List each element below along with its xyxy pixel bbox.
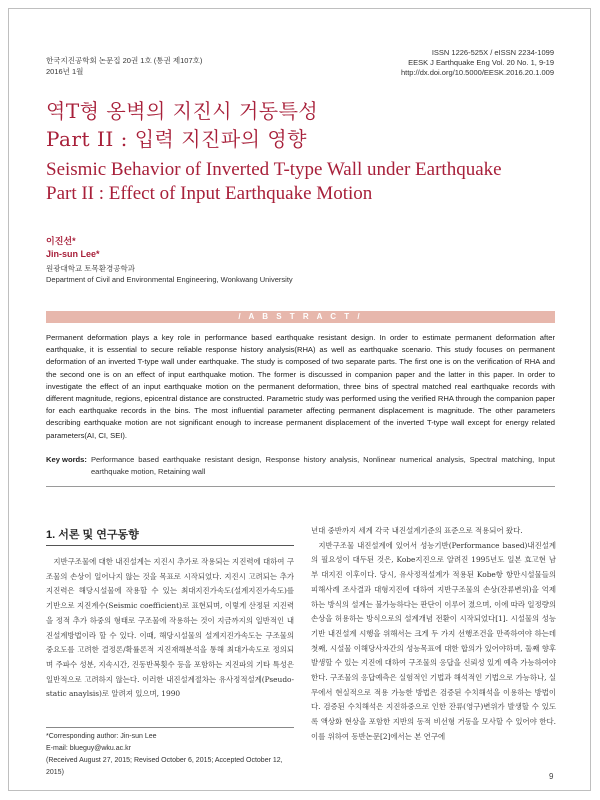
keywords-text: Performance based earthquake resistant design, Response history analysis, Nonlinear numerical analysis, Spectral matching, Input earthquake motion, Retaining wall [90, 455, 555, 476]
author-email[interactable]: E-mail: blueguy@wku.ac.kr [46, 745, 131, 752]
abstract-heading: / A B S T R A C T / [46, 311, 555, 323]
affiliation-en: Department of Civil and Environmental Engineering, Wonkwang University [46, 275, 293, 284]
author-name-en: Jin-sun Lee* [46, 249, 100, 259]
journal-header-right [401, 48, 554, 78]
doi-link[interactable]: http://dx.doi.org/10.5000/EESK.2016.20.1.009 [400, 68, 554, 77]
received-dates: (Received August 27, 2015; Revised October 6, 2015; Accepted October 12, 2015) [46, 757, 283, 776]
footnote-rule [46, 727, 294, 728]
keywords [46, 454, 555, 478]
section-rule [46, 545, 294, 546]
journal-header-left [46, 55, 202, 77]
body-paragraph: 지반구조물 내진설계에 있어서 성능기반(Performance based)내진설계의 필요성이 대두된 것은, Kobe지진으로 알려진 1995년도 일본 효고현 남부 대지진 이후이다. 당시, 유사정적설계가 적용된 Kobe항 항만시설물들의 피해사례 조사결과 대형지진에 대하여 지반구조물의 손상(잔류변위)을 억제하는 방식의 설계는 불가능하다는 판단이 이루어 졌으며, 이에 따라 일정량의 손상을 허용하는 방식으로의 설계개념 전환이 시작되었다[1]. 시설물의 성능기반 내진설계 시행을 위해서는 크게 두 가지 선행조건을 만족하여야 하는데 첫째, 시설물 이해당사자간의 성능목표에 대한 합의가 있어야하며, 둘째 향후 발생할 수 있는 지진에 대하여 구조물의 응답을 신뢰성 있게 예측 가능하여야 한다. 구조물의 응답예측은 실험적인 기법과 해석적인 기법으로 가능하나, 실무에서 현실적으로 적용 가능한 방법은 검증된 수치해석을 이용하는 방법이다. 검증된 수치해석은 지진하중으로 인한 잔류(영구)변위가 발생할 수 있도록 액상화 현상을 포함한 지반의 동적 비선형 거동을 모사할 수 있어야 한다. 이를 위하여 동반논문[2]에서는 본 연구에 [311, 540, 556, 741]
title-en-line2: Part II : Effect of Input Earthquake Motion [46, 183, 373, 204]
body-paragraph: 년대 중반까지 세계 각국 내진설계기준의 표준으로 적용되어 왔다. [311, 526, 523, 535]
abstract-divider [46, 486, 555, 487]
abstract-text: Permanent deformation plays a key role in performance based earthquake resistant design. In order to estimate permanent deformation after earthquake, it is essential to secure reliable response history analysis(RHA) as well as earthquake scenario. This study focuses on permanent deformation of an inverted T-type wall under earthquake. The study is composed of two separate parts. The first one is on the verification of RHA and the second one is on an effect of input earthquake motion. The former is discussed in companion paper and the latter in this paper. In order to investigate the effect of an input earthquake motion on the permanent deformation, three bins of spectral matched real earthquake records with different magnitude, regions, epicentral distance are constructed. Parametric study was performed using the verified RHA through the companion paper for each earthquake records in the bins. The most influential parameter affecting permanent displacement is magnitude. The other parameters describing earthquake motion are not significant enough to increase permanent displacement of the inverted T-type wall except for energy related parameters(AI, CI, SEI). [46, 333, 555, 440]
body-right-column [311, 524, 556, 745]
title-english [46, 158, 566, 206]
title-kr-line2: Part II : 입력 지진파의 영향 [46, 127, 307, 151]
author-name-kr: 이진선* [46, 236, 76, 246]
title-korean [46, 97, 556, 153]
page-number: 9 [549, 772, 554, 781]
title-kr-line1: 역T형 옹벽의 지진시 거동특성 [46, 99, 319, 123]
journal-name-kr: 한국지진공학회 논문집 20권 1호 (통권 제107호) [46, 56, 203, 65]
affiliation [46, 263, 293, 285]
keywords-label: Key words: [46, 455, 87, 464]
footnote [46, 731, 294, 779]
corresponding-author: *Corresponding author: Jin-sun Lee [46, 733, 157, 740]
issn: ISSN 1226-525X / eISSN 2234-1099 [431, 48, 554, 57]
title-en-line1: Seismic Behavior of Inverted T-type Wall under Earthquake [46, 159, 502, 180]
section-heading: 1. 서론 및 연구동향 [46, 529, 139, 541]
journal-name-en: EESK J Earthquake Eng Vol. 20 No. 1, 9-19 [408, 58, 554, 67]
issue-date: 2016년 1월 [46, 67, 84, 76]
affiliation-kr: 원광대학교 토목환경공학과 [46, 264, 136, 273]
body-left-column: 지반구조물에 대한 내진설계는 지진시 추가로 작용되는 지진력에 대하여 구조물의 손상이 일어나지 않는 것을 목표로 시작되었다. 지진시 고려되는 추가 지진력은 해당시설물에 작용할 수 있는 최대지진가속도(설계지진가속도)를 기반으로 지진계수(Seismic coefficient)로 표현되며, 이렇게 산정된 지진력을 정적 추가 하중의 형태로 구조물에 작용하는 것이 지금까지의 일반적인 내진설계방법이라 할 수 있다. 이때, 해당시설물의 설계지진가속도는 구조물의 중요도를 고려한 결정론/확률론적 지진재해분석을 통해 최대가속도로 정의되며 주파수 성분, 지속시간, 진동반복횟수 등을 포함하는 지진파의 기타 특성은 일반적으로 고려하지 않는다. 이러한 내진설계절차는 유사정적설계(Pseudo-static anaylsis)로 알려져 있으며, 1990 [46, 557, 294, 699]
